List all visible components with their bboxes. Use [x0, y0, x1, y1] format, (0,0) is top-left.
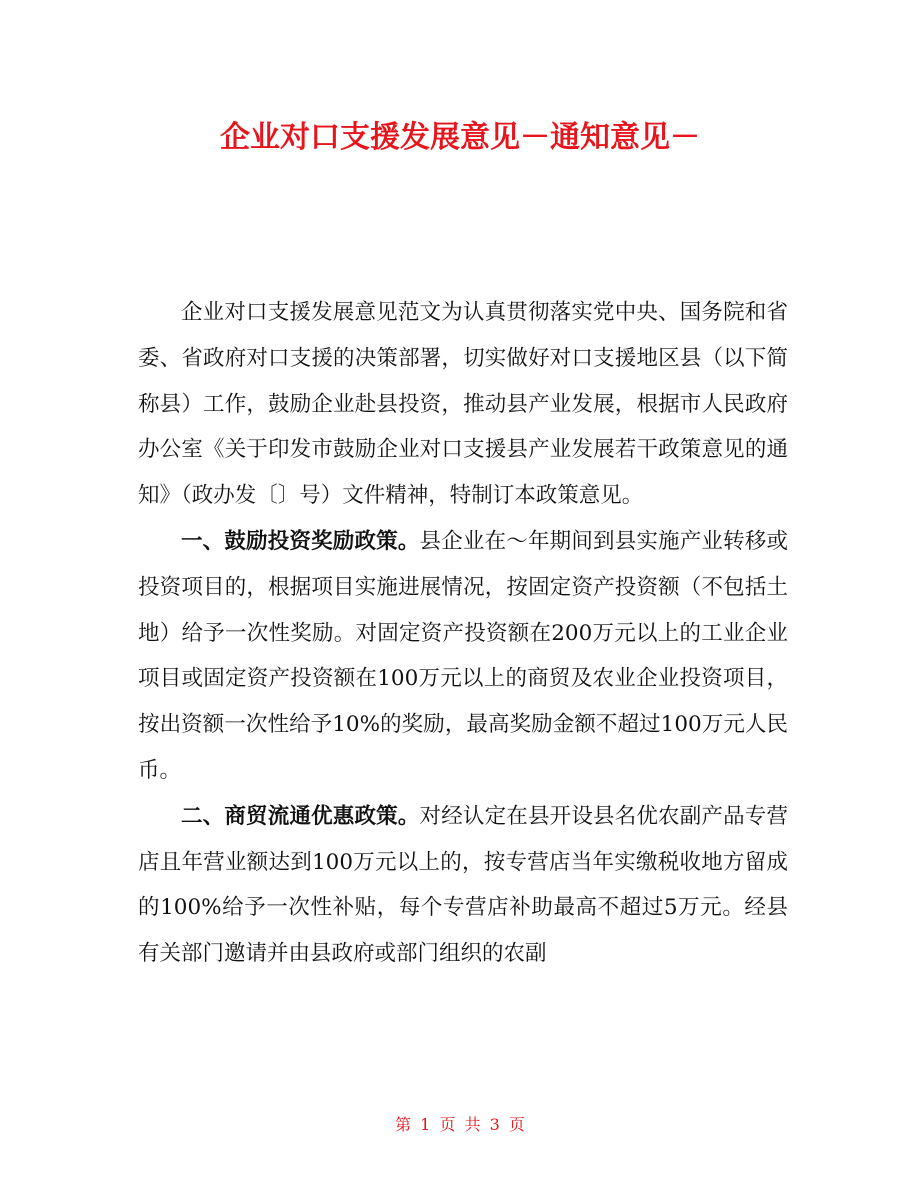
page-number-footer: 第 1 页 共 3 页 — [395, 1115, 525, 1134]
policy-heading-commerce: 二、商贸流通优惠政策。 — [181, 803, 420, 829]
policy-paragraph-commerce — [138, 794, 788, 977]
intro-paragraph-text: 企业对口支援发展意见范文为认真贯彻落实党中央、国务院和省委、省政府对口支援的决策部署，切实做好对口支援地区县（以下简称县）工作，鼓励企业赴县投资，推动县产业发展，根据市人民政府办公室《关于印发市鼓励企业对口支援县产业发展若干政策意见的通知》（政办发〔〕号）文件精神，特制订本政策意见。 — [138, 300, 788, 509]
policy-heading-investment: 一、鼓励投资奖励政策。 — [181, 528, 420, 554]
document-body — [138, 290, 788, 977]
policy-text-commerce: 对经认定在县开设县名优农副产品专营店且年营业额达到100万元以上的，按专营店当年实缴税收地方留成的100%给予一次性补贴，每个专营店补助最高不超过5万元。经县有关部门邀请并由县政府或部门组织的农副 — [138, 803, 788, 967]
policy-paragraph-investment — [138, 519, 788, 794]
document-title: 企业对口支援发展意见－通知意见－ — [220, 120, 700, 155]
intro-paragraph — [138, 290, 788, 519]
policy-text-investment: 县企业在～年期间到县实施产业转移或投资项目的，根据项目实施进展情况，按固定资产投资额（不包括土地）给予一次性奖励。对固定资产投资额在200万元以上的工业企业项目或固定资产投资额在100万元以上的商贸及农业企业投资项目，按出资额一次性给予10%的奖励，最高奖励金额不超过100万元人民币。 — [138, 528, 788, 783]
